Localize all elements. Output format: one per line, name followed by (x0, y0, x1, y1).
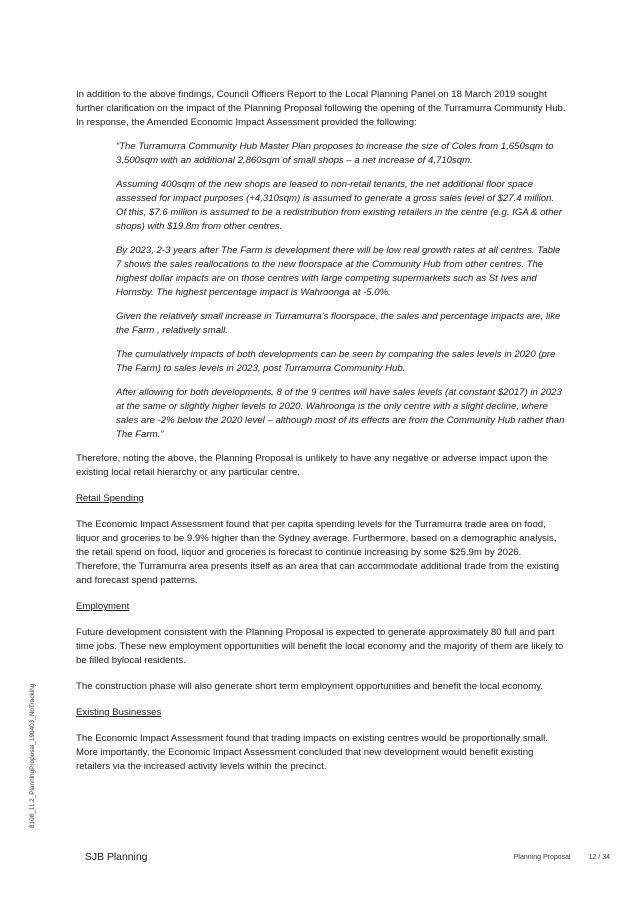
footer-page-number: 12 / 34 (588, 854, 610, 861)
document-reference-margin (28, 668, 40, 828)
intro-paragraph: In addition to the above findings, Council Officers Report to the Local Planning Panel on 18 March 2019 sought further clarification on the impact of the Planning Proposal following the opening of the Turramurra Community Hub. In response, the Amended Economic Impact Assessment provided the following: (76, 89, 566, 128)
employment-paragraph: The construction phase will also generate short term employment opportunities and benefit the local economy. (76, 681, 543, 692)
quote-paragraph: The cumulatively impacts of both developments can be seen by comparing the sales levels in 2020 (pre The Farm) to sales levels in 2023, post Turramurra Community Hub. (116, 349, 556, 374)
footer-company: SJB Planning (85, 852, 148, 863)
quote-paragraph: “The Turramurra Community Hub Master Plan proposes to increase the size of Coles from 1,650sqm to 3,500sqm with an additional 2,860sqm of small shops – a net increase of 4,710sqm. (116, 141, 554, 166)
retail-spending-paragraph: The Economic Impact Assessment found that per capita spending levels for the Turramurra trade area on food, liquor and groceries to be 9.9% higher than the Sydney average. Furthermore, based on a demographic analysis, the retail spend on food, liquor and groceries is forecast to continue increasing by some $25.9m by 2026. Therefore, the Turramurra area presents itself as an area that can accommodate additional trade from the existing and forecast spend patterns. (76, 519, 560, 586)
employment-paragraph: Future development consistent with the Planning Proposal is expected to generate approximately 80 full and part time jobs. These new employment opportunities will benefit the local economy and the majority of them are likely to be filled bylocal residents. (76, 627, 564, 666)
quote-paragraph: Assuming 400sqm of the new shops are leased to non-retail tenants, the net additional floor space assessed for impact purposes (+4,310sqm) is assumed to generate a gross sales level of $27.4 million. Of this, $7.6 million is assumed to be a redistribution from existing retailers in the centre (e.g. IGA & other shops) with $19.8m from other centres. (116, 179, 562, 232)
document-body (76, 88, 566, 786)
footer-doc-title: Planning Proposal (513, 854, 571, 861)
document-reference-text: 8108_11.2_PlanningProposal_190403_NoTracking (29, 683, 36, 828)
existing-businesses-paragraph: The Economic Impact Assessment found that trading impacts on existing centres would be proportionally small. More importantly, the Economic Impact Assessment concluded that new development would benefit existing retailers via the increased activity levels within the precinct. (76, 733, 548, 772)
footer-info (514, 854, 610, 861)
quote-paragraph: Given the relatively small increase in Turramurra’s floorspace, the sales and percentage impacts are, like the Farm , relatively small. (116, 311, 561, 336)
section-heading-retail-spending: Retail Spending (76, 493, 144, 504)
quote-paragraph: After allowing for both developments, 8 of the 9 centres will have sales levels (at constant $2017) in 2023 at the same or slightly higher levels to 2020. Wahroonga is the only centre with a slight decline, where sales are -2% below the 2020 level – although most of its effects are from the Community Hub rather than The Farm.” (116, 387, 565, 440)
quote-paragraph: By 2023, 2-3 years after The Farm is development there will be low real growth rates at all centres. Table 7 shows the sales reallocations to the new floorspace at the Community Hub from other centres. The highest dollar impacts are on those centres with large competing supermarkets such as St Ives and Hornsby. The highest percentage impact is Wahroonga at -5.0%. (116, 245, 561, 298)
conclusion-paragraph: Therefore, noting the above, the Planning Proposal is unlikely to have any negative or adverse impact upon the existing local retail hierarchy or any particular centre. (76, 453, 548, 478)
section-heading-employment: Employment (76, 601, 130, 612)
section-heading-existing-businesses: Existing Businesses (76, 707, 162, 718)
